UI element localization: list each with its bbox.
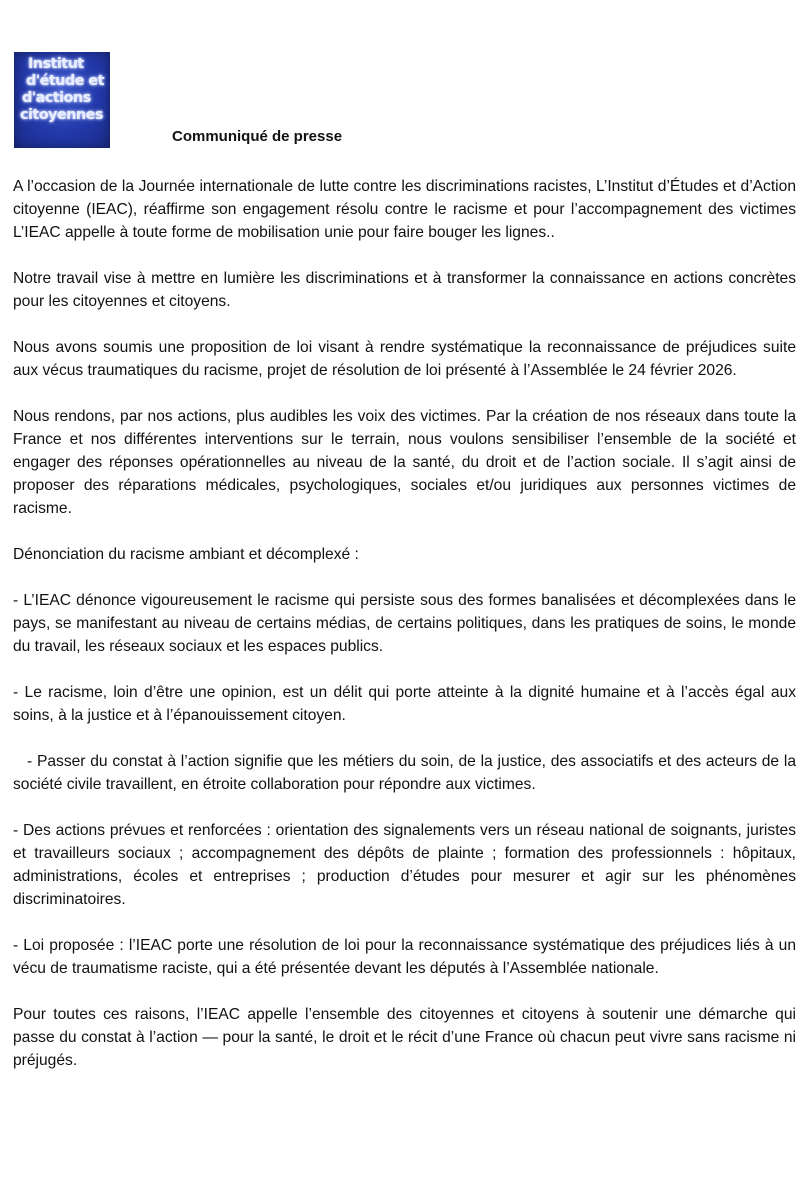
press-release-body	[13, 175, 796, 1072]
paragraph-actions: Nous rendons, par nos actions, plus audibles les voix des victimes. Par la création de nos réseaux dans toute la France et nos différentes interventions sur le terrain, nous voulons sensibiliser l’ensemble de la société et engager des réponses opérationnelles au niveau de la santé, du droit et de l’action sociale. Il s’agit ainsi de proposer des réparations médicales, psychologiques, sociales et/ou juridiques aux personnes victimes de racisme.	[13, 408, 796, 517]
section-heading: Dénonciation du racisme ambiant et décomplexé :	[13, 546, 359, 563]
press-release-title: Communiqué de presse	[172, 128, 343, 145]
institute-logo	[14, 52, 110, 148]
bullet-denunciation: - L’IEAC dénonce vigoureusement le racisme qui persiste sous des formes banalisées et décomplexées dans le pays, se manifestant au niveau de certains médias, de certains politiques, dans les pratiques de soins, le monde du travail, les réseaux sociaux et les espaces publics.	[13, 592, 796, 655]
bullet-proposed-law: - Loi proposée : l’IEAC porte une résolution de loi pour la reconnaissance systématique des préjudices liés à un vécu de traumatisme raciste, qui a été présentée devant les députés à l’Assemblée nationale.	[13, 937, 796, 977]
logo-line: d'actions	[22, 90, 91, 106]
bullet-collaboration: - Passer du constat à l’action signifie que les métiers du soin, de la justice, des associatifs et des acteurs de la société civile travaillent, en étroite collaboration pour répondre aux victimes.	[13, 753, 796, 793]
bullet-planned-actions: - Des actions prévues et renforcées : orientation des signalements vers un réseau national de soignants, juristes et travailleurs sociaux ; accompagnement des dépôts de plainte ; formation des professionnels : hôpitaux, administrations, écoles et entreprises ; production d’études pour mesurer et agir sur les phénomènes discriminatoires.	[13, 822, 796, 908]
logo-line: Institut	[28, 56, 84, 72]
bullet-offence: - Le racisme, loin d’être une opinion, est un délit qui porte atteinte à la dignité humaine et à l’accès égal aux soins, à la justice et à l’épanouissement citoyen.	[13, 684, 796, 724]
logo-line: d'étude et	[26, 73, 104, 89]
paragraph-mission: Notre travail vise à mettre en lumière les discriminations et à transformer la connaissance en actions concrètes pour les citoyennes et citoyens.	[13, 270, 796, 310]
paragraph-law-proposal: Nous avons soumis une proposition de loi visant à rendre systématique la reconnaissance de préjudices suite aux vécus traumatiques du racisme, projet de résolution de loi présenté à l’Assemblée le 24 février 2026.	[13, 339, 796, 379]
logo-line: citoyennes	[20, 107, 103, 123]
logo-text	[20, 56, 110, 124]
paragraph-intro: A l’occasion de la Journée internationale de lutte contre les discriminations racistes, L’Institut d’Études et d’Action citoyenne (IEAC), réaffirme son engagement résolu contre le racisme et pour l’accompagnement des victimes L’IEAC appelle à toute forme de mobilisation unie pour faire bouger les lignes..	[13, 178, 796, 241]
paragraph-conclusion: Pour toutes ces raisons, l’IEAC appelle l’ensemble des citoyennes et citoyens à soutenir une démarche qui passe du constat à l’action — pour la santé, le droit et le récit d’une France où chacun peut vivre sans racisme ni préjugés.	[13, 1006, 796, 1069]
